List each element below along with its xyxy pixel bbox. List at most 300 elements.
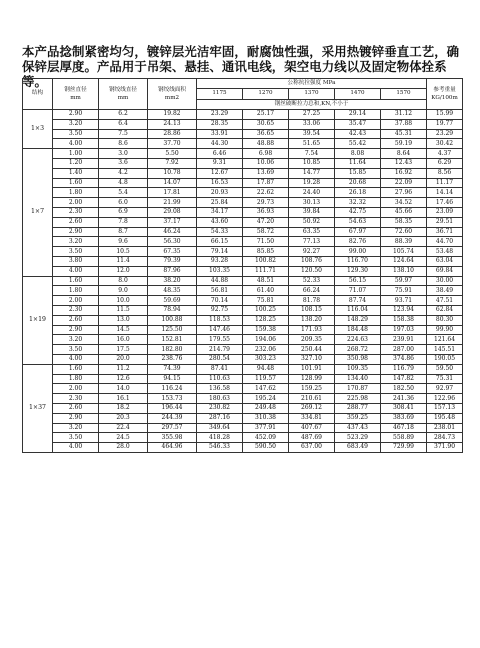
table-cell: 3.50 [53, 345, 99, 355]
table-cell: 297.57 [148, 423, 197, 433]
table-cell: 147.82 [381, 374, 427, 384]
table-cell: 6.29 [427, 158, 463, 168]
table-cell: 3.80 [53, 256, 99, 266]
table-row [23, 149, 463, 159]
table-cell: 225.98 [335, 394, 381, 404]
table-cell: 44.70 [427, 237, 463, 247]
table-cell: 2.30 [53, 394, 99, 404]
table-cell: 58.35 [381, 217, 427, 227]
table-cell: 121.64 [427, 335, 463, 345]
table-cell: 48.51 [243, 276, 289, 286]
table-cell: 33.91 [197, 129, 243, 139]
table-cell: 210.61 [289, 394, 335, 404]
table-cell: 12.6 [99, 374, 148, 384]
table-cell: 4.00 [53, 266, 99, 276]
table-cell: 8.64 [381, 149, 427, 159]
table-cell: 4.2 [99, 168, 148, 178]
table-cell: 88.39 [381, 237, 427, 247]
table-cell: 6.2 [99, 110, 148, 120]
table-cell: 54.33 [197, 227, 243, 237]
table-cell: 11.17 [427, 178, 463, 188]
table-cell: 109.35 [335, 364, 381, 374]
table-row [23, 217, 463, 227]
table-cell: 34.17 [197, 207, 243, 217]
table-cell: 230.82 [197, 403, 243, 413]
table-cell: 10.06 [243, 158, 289, 168]
table-cell: 30.42 [427, 139, 463, 149]
table-cell: 118.53 [197, 315, 243, 325]
table-cell: 334.81 [289, 413, 335, 423]
table-cell: 27.96 [381, 188, 427, 198]
table-cell: 78.94 [148, 305, 197, 315]
table-row [23, 110, 463, 120]
table-cell: 63.04 [427, 256, 463, 266]
grade-1175: 1175 [197, 89, 243, 100]
table-cell: 59.19 [381, 139, 427, 149]
table-row [23, 237, 463, 247]
table-cell: 100.25 [243, 305, 289, 315]
table-cell: 62.84 [427, 305, 463, 315]
table-cell: 63.35 [289, 227, 335, 237]
table-row [23, 315, 463, 325]
table-row [23, 227, 463, 237]
table-cell: 29.51 [427, 217, 463, 227]
table-cell: 33.06 [289, 119, 335, 129]
table-cell: 195.24 [243, 394, 289, 404]
table-cell: 22.4 [99, 423, 148, 433]
table-cell: 87.74 [335, 296, 381, 306]
table-cell: 99.00 [335, 247, 381, 257]
table-cell: 50.92 [289, 217, 335, 227]
table-cell: 249.48 [243, 403, 289, 413]
table-cell: 16.0 [99, 335, 148, 345]
table-cell: 16.1 [99, 394, 148, 404]
table-cell: 42.75 [335, 207, 381, 217]
table-cell: 56.15 [335, 276, 381, 286]
table-cell: 10.5 [99, 247, 148, 257]
table-cell: 34.52 [381, 198, 427, 208]
table-cell: 29.73 [243, 198, 289, 208]
table-cell: 268.72 [335, 345, 381, 355]
table-cell: 111.71 [243, 266, 289, 276]
table-cell: 194.06 [243, 335, 289, 345]
table-cell: 81.78 [289, 296, 335, 306]
table-cell: 108.15 [289, 305, 335, 315]
table-cell: 54.63 [335, 217, 381, 227]
table-cell: 55.42 [335, 139, 381, 149]
table-row [23, 198, 463, 208]
table-cell: 14.5 [99, 325, 148, 335]
table-cell: 69.84 [427, 266, 463, 276]
table-cell: 27.25 [289, 110, 335, 120]
table-cell: 37.70 [148, 139, 197, 149]
table-cell: 48.35 [148, 286, 197, 296]
table-cell: 23.29 [197, 110, 243, 120]
table-cell: 558.89 [381, 433, 427, 443]
table-cell: 11.2 [99, 364, 148, 374]
table-cell: 182.80 [148, 345, 197, 355]
table-cell: 4.00 [53, 139, 99, 149]
table-cell: 250.44 [289, 345, 335, 355]
table-cell: 99.90 [427, 325, 463, 335]
table-cell: 21.99 [148, 198, 197, 208]
table-cell: 4.00 [53, 443, 99, 453]
table-cell: 29.08 [148, 207, 197, 217]
table-row [23, 433, 463, 443]
table-row [23, 374, 463, 384]
table-cell: 6.0 [99, 198, 148, 208]
table-cell: 16.92 [381, 168, 427, 178]
table-cell: 3.0 [99, 149, 148, 159]
table-cell: 287.16 [197, 413, 243, 423]
table-cell: 239.91 [381, 335, 427, 345]
table-cell: 38.20 [148, 276, 197, 286]
table-cell: 7.8 [99, 217, 148, 227]
table-cell: 2.90 [53, 110, 99, 120]
table-cell: 56.30 [148, 237, 197, 247]
table-cell: 1.40 [53, 168, 99, 178]
table-cell: 377.91 [243, 423, 289, 433]
structure-group-label: 1×37 [23, 364, 53, 452]
table-cell: 157.13 [427, 403, 463, 413]
table-row [23, 305, 463, 315]
table-cell: 36.71 [427, 227, 463, 237]
table-cell: 53.48 [427, 247, 463, 257]
table-cell: 232.06 [243, 345, 289, 355]
table-row [23, 276, 463, 286]
table-cell: 14.0 [99, 384, 148, 394]
table-cell: 75.31 [427, 374, 463, 384]
table-cell: 116.24 [148, 384, 197, 394]
table-cell: 61.40 [243, 286, 289, 296]
table-cell: 3.6 [99, 158, 148, 168]
table-cell: 45.31 [381, 129, 427, 139]
table-cell: 2.90 [53, 325, 99, 335]
table-cell: 101.91 [289, 364, 335, 374]
table-cell: 11.64 [335, 158, 381, 168]
table-cell: 24.40 [289, 188, 335, 198]
table-cell: 15.85 [335, 168, 381, 178]
grade-1270: 1270 [243, 89, 289, 100]
table-cell: 349.64 [197, 423, 243, 433]
col-breaking-force: 钢丝破断拉力总和,KN,不小于 [197, 100, 427, 110]
table-cell: 8.7 [99, 227, 148, 237]
table-cell: 10.85 [289, 158, 335, 168]
table-cell: 196.44 [148, 403, 197, 413]
table-row [23, 443, 463, 453]
table-cell: 209.35 [289, 335, 335, 345]
table-cell: 94.15 [148, 374, 197, 384]
table-cell: 1.60 [53, 178, 99, 188]
table-cell: 128.25 [243, 315, 289, 325]
table-cell: 6.46 [197, 149, 243, 159]
table-cell: 15.99 [427, 110, 463, 120]
structure-group-label: 1×3 [23, 110, 53, 149]
table-cell: 280.54 [197, 354, 243, 364]
table-cell: 38.49 [427, 286, 463, 296]
table-cell: 94.48 [243, 364, 289, 374]
table-cell: 11.4 [99, 256, 148, 266]
table-cell: 39.84 [289, 207, 335, 217]
table-cell: 129.30 [335, 266, 381, 276]
table-header [23, 79, 463, 110]
table-cell: 9.31 [197, 158, 243, 168]
table-cell: 4.8 [99, 178, 148, 188]
table-cell: 87.41 [197, 364, 243, 374]
table-cell: 407.67 [289, 423, 335, 433]
table-cell: 159.25 [289, 384, 335, 394]
table-row [23, 139, 463, 149]
table-cell: 2.00 [53, 296, 99, 306]
table-cell: 24.5 [99, 433, 148, 443]
table-cell: 120.50 [289, 266, 335, 276]
table-row [23, 266, 463, 276]
table-cell: 355.98 [148, 433, 197, 443]
table-cell: 79.39 [148, 256, 197, 266]
col-strand-area: 钢绞线面积 mm2 [148, 79, 197, 110]
table-cell: 51.65 [289, 139, 335, 149]
structure-group-label: 1×19 [23, 276, 53, 364]
table-cell: 14.77 [289, 168, 335, 178]
table-row [23, 423, 463, 433]
table-row [23, 119, 463, 129]
table-cell: 43.60 [197, 217, 243, 227]
table-cell: 2.00 [53, 198, 99, 208]
table-cell: 683.49 [335, 443, 381, 453]
table-row [23, 296, 463, 306]
table-cell: 30.65 [243, 119, 289, 129]
table-cell: 452.09 [243, 433, 289, 443]
table-cell: 80.30 [427, 315, 463, 325]
table-cell: 123.94 [381, 305, 427, 315]
table-cell: 75.81 [243, 296, 289, 306]
table-cell: 66.15 [197, 237, 243, 247]
table-cell: 241.36 [381, 394, 427, 404]
table-cell: 308.41 [381, 403, 427, 413]
table-cell: 108.76 [289, 256, 335, 266]
table-cell: 93.71 [381, 296, 427, 306]
table-cell: 37.17 [148, 217, 197, 227]
table-cell: 23.09 [427, 207, 463, 217]
table-cell: 122.96 [427, 394, 463, 404]
table-cell: 1.80 [53, 188, 99, 198]
table-cell: 3.20 [53, 119, 99, 129]
table-cell: 134.40 [335, 374, 381, 384]
grade-1370: 1370 [289, 89, 335, 100]
table-cell: 1.20 [53, 158, 99, 168]
table-cell: 383.69 [381, 413, 427, 423]
table-cell: 46.24 [148, 227, 197, 237]
table-cell: 125.50 [148, 325, 197, 335]
table-row [23, 286, 463, 296]
col-strand-diameter: 钢绞线直径 mm [99, 79, 148, 110]
table-cell: 418.28 [197, 433, 243, 443]
table-cell: 93.28 [197, 256, 243, 266]
table-cell: 9.6 [99, 237, 148, 247]
table-cell: 159.38 [243, 325, 289, 335]
table-cell: 138.10 [381, 266, 427, 276]
table-cell: 103.35 [197, 266, 243, 276]
table-cell: 92.27 [289, 247, 335, 257]
table-cell: 6.4 [99, 119, 148, 129]
table-row [23, 384, 463, 394]
table-cell: 148.29 [335, 315, 381, 325]
table-cell: 179.55 [197, 335, 243, 345]
table-cell: 269.12 [289, 403, 335, 413]
table-row [23, 247, 463, 257]
table-cell: 31.12 [381, 110, 427, 120]
table-cell: 310.38 [243, 413, 289, 423]
table-cell: 28.86 [148, 129, 197, 139]
table-row [23, 413, 463, 423]
table-cell: 8.56 [427, 168, 463, 178]
table-cell: 30.13 [289, 198, 335, 208]
table-row [23, 188, 463, 198]
table-cell: 8.0 [99, 276, 148, 286]
table-cell: 12.67 [197, 168, 243, 178]
table-cell: 58.72 [243, 227, 289, 237]
table-cell: 2.00 [53, 384, 99, 394]
structure-group-label: 1×7 [23, 149, 53, 276]
table-cell: 71.07 [335, 286, 381, 296]
table-cell: 22.62 [243, 188, 289, 198]
table-cell: 145.51 [427, 345, 463, 355]
table-cell: 184.48 [335, 325, 381, 335]
table-cell: 25.17 [243, 110, 289, 120]
table-cell: 42.43 [335, 129, 381, 139]
table-cell: 2.60 [53, 315, 99, 325]
table-row [23, 256, 463, 266]
table-cell: 48.88 [243, 139, 289, 149]
table-cell: 5.4 [99, 188, 148, 198]
table-cell: 1.80 [53, 374, 99, 384]
table-cell: 14.14 [427, 188, 463, 198]
table-cell: 19.77 [427, 119, 463, 129]
table-cell: 3.20 [53, 423, 99, 433]
table-cell: 14.07 [148, 178, 197, 188]
table-cell: 92.75 [197, 305, 243, 315]
table-cell: 6.98 [243, 149, 289, 159]
table-cell: 238.76 [148, 354, 197, 364]
table-cell: 2.60 [53, 403, 99, 413]
table-cell: 74.39 [148, 364, 197, 374]
table-row [23, 394, 463, 404]
table-body [23, 110, 463, 453]
table-cell: 487.69 [289, 433, 335, 443]
table-cell: 16.53 [197, 178, 243, 188]
table-cell: 12.0 [99, 266, 148, 276]
table-cell: 124.64 [381, 256, 427, 266]
table-cell: 116.04 [335, 305, 381, 315]
table-cell: 20.68 [335, 178, 381, 188]
table-cell: 3.20 [53, 237, 99, 247]
table-cell: 59.50 [427, 364, 463, 374]
table-cell: 19.28 [289, 178, 335, 188]
table-cell: 467.18 [381, 423, 427, 433]
col-grade-title: 公称抗拉强度 MPa [197, 79, 427, 89]
table-cell: 45.66 [381, 207, 427, 217]
table-cell: 152.81 [148, 335, 197, 345]
table-cell: 1.80 [53, 286, 99, 296]
table-cell: 75.91 [381, 286, 427, 296]
table-cell: 59.69 [148, 296, 197, 306]
steel-strand-spec-table [22, 78, 463, 453]
table-cell: 66.24 [289, 286, 335, 296]
table-cell: 437.43 [335, 423, 381, 433]
table-cell: 128.99 [289, 374, 335, 384]
table-cell: 7.92 [148, 158, 197, 168]
table-cell: 79.14 [197, 247, 243, 257]
table-cell: 35.47 [335, 119, 381, 129]
table-cell: 3.20 [53, 335, 99, 345]
table-cell: 47.51 [427, 296, 463, 306]
table-cell: 238.01 [427, 423, 463, 433]
table-row [23, 158, 463, 168]
table-cell: 9.0 [99, 286, 148, 296]
table-cell: 87.96 [148, 266, 197, 276]
table-cell: 32.32 [335, 198, 381, 208]
table-row [23, 345, 463, 355]
table-cell: 1.00 [53, 149, 99, 159]
table-cell: 37.88 [381, 119, 427, 129]
table-cell: 5.50 [148, 149, 197, 159]
table-cell: 25.84 [197, 198, 243, 208]
table-cell: 44.30 [197, 139, 243, 149]
table-cell: 36.65 [243, 129, 289, 139]
table-cell: 359.25 [335, 413, 381, 423]
table-row [23, 403, 463, 413]
col-wire-diameter: 钢丝直径 mm [53, 79, 99, 110]
table-cell: 28.0 [99, 443, 148, 453]
table-cell: 147.62 [243, 384, 289, 394]
table-cell: 92.97 [427, 384, 463, 394]
table-cell: 2.60 [53, 217, 99, 227]
col-weight: 参考重量 KG/100m [427, 79, 463, 110]
table-cell: 18.2 [99, 403, 148, 413]
table-cell: 182.50 [381, 384, 427, 394]
table-cell: 2.30 [53, 207, 99, 217]
table-cell: 350.98 [335, 354, 381, 364]
table-cell: 59.97 [381, 276, 427, 286]
table-cell: 26.18 [335, 188, 381, 198]
table-cell: 10.78 [148, 168, 197, 178]
table-cell: 10.0 [99, 296, 148, 306]
table-row [23, 335, 463, 345]
table-cell: 171.93 [289, 325, 335, 335]
table-cell: 1.60 [53, 276, 99, 286]
table-row [23, 364, 463, 374]
table-cell: 56.81 [197, 286, 243, 296]
table-cell: 303.23 [243, 354, 289, 364]
table-cell: 7.54 [289, 149, 335, 159]
table-cell: 158.38 [381, 315, 427, 325]
table-row [23, 168, 463, 178]
table-row [23, 325, 463, 335]
table-cell: 195.48 [427, 413, 463, 423]
table-cell: 12.43 [381, 158, 427, 168]
table-cell: 17.5 [99, 345, 148, 355]
table-row [23, 178, 463, 188]
table-cell: 36.93 [243, 207, 289, 217]
table-cell: 637.00 [289, 443, 335, 453]
table-cell: 100.88 [148, 315, 197, 325]
table-cell: 39.54 [289, 129, 335, 139]
table-cell: 214.79 [197, 345, 243, 355]
table-cell: 284.73 [427, 433, 463, 443]
table-cell: 119.57 [243, 374, 289, 384]
table-cell: 116.70 [335, 256, 381, 266]
table-cell: 17.81 [148, 188, 197, 198]
